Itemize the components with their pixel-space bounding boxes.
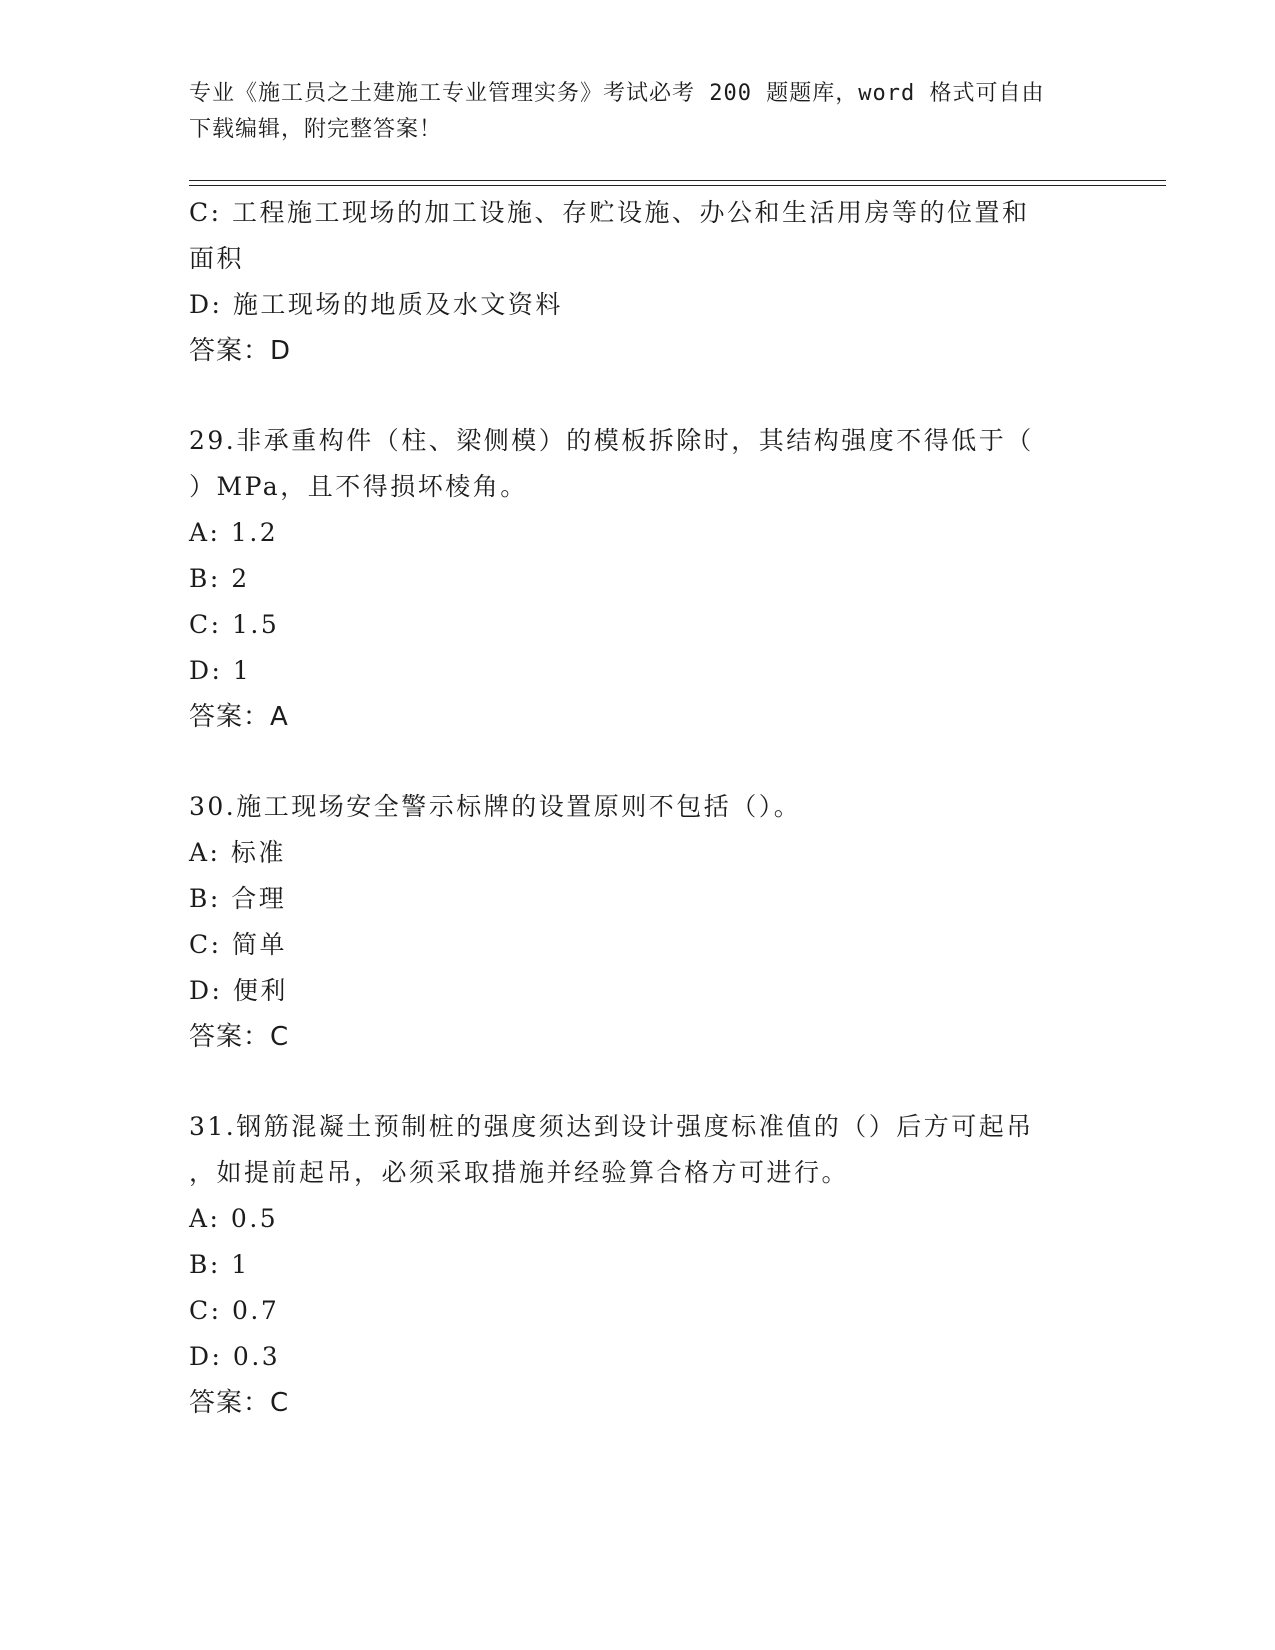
answer-line: 答案：C [189, 1022, 290, 1052]
option-b: B: 合理 [189, 884, 287, 913]
header-line-2: 下载编辑，附完整答案！ [189, 117, 443, 142]
header-divider-bottom [189, 185, 1166, 186]
header-divider-top [189, 180, 1166, 181]
header-line-1: 专业《施工员之土建施工专业管理实务》考试必考 200 题题库，word 格式可自由 [189, 81, 1045, 106]
question-block-30 [189, 784, 1089, 1060]
option-d: D: 便利 [189, 976, 288, 1005]
option-c: C: 1.5 [189, 610, 280, 639]
option-d: D: 0.3 [189, 1342, 281, 1371]
option-a: A: 1.2 [189, 518, 279, 547]
option-d: D: 施工现场的地质及水文资料 [189, 290, 563, 319]
option-c: C: 工程施工现场的加工设施、存贮设施、办公和生活用房等的位置和 [189, 198, 1030, 227]
answer-line: 答案：A [189, 702, 289, 732]
question-block-29 [189, 418, 1089, 740]
answer-line: 答案：D [189, 336, 292, 366]
option-b: B: 2 [189, 564, 250, 593]
option-b: B: 1 [189, 1250, 250, 1279]
option-a: A: 0.5 [189, 1204, 279, 1233]
spacer [189, 740, 1089, 784]
option-c: C: 0.7 [189, 1296, 280, 1325]
question-block-31 [189, 1104, 1089, 1426]
question-stem-continued: ）MPa，且不得损坏棱角。 [189, 472, 528, 501]
question-block-28 [189, 190, 1089, 374]
spacer [189, 374, 1089, 418]
option-c-continued: 面积 [189, 244, 245, 273]
question-list [189, 190, 1089, 1426]
question-stem-continued: ，如提前起吊，必须采取措施并经验算合格方可进行。 [189, 1158, 850, 1187]
option-a: A: 标准 [189, 838, 286, 867]
option-c: C: 简单 [189, 930, 287, 959]
document-header [189, 76, 1089, 148]
question-stem: 30.施工现场安全警示标牌的设置原则不包括（）。 [189, 792, 802, 821]
question-stem: 29.非承重构件（柱、梁侧模）的模板拆除时，其结构强度不得低于（ [189, 426, 1034, 455]
option-d: D: 1 [189, 656, 252, 685]
spacer [189, 1060, 1089, 1104]
answer-line: 答案：C [189, 1388, 290, 1418]
question-stem: 31.钢筋混凝土预制桩的强度须达到设计强度标准值的（）后方可起吊 [189, 1112, 1034, 1141]
